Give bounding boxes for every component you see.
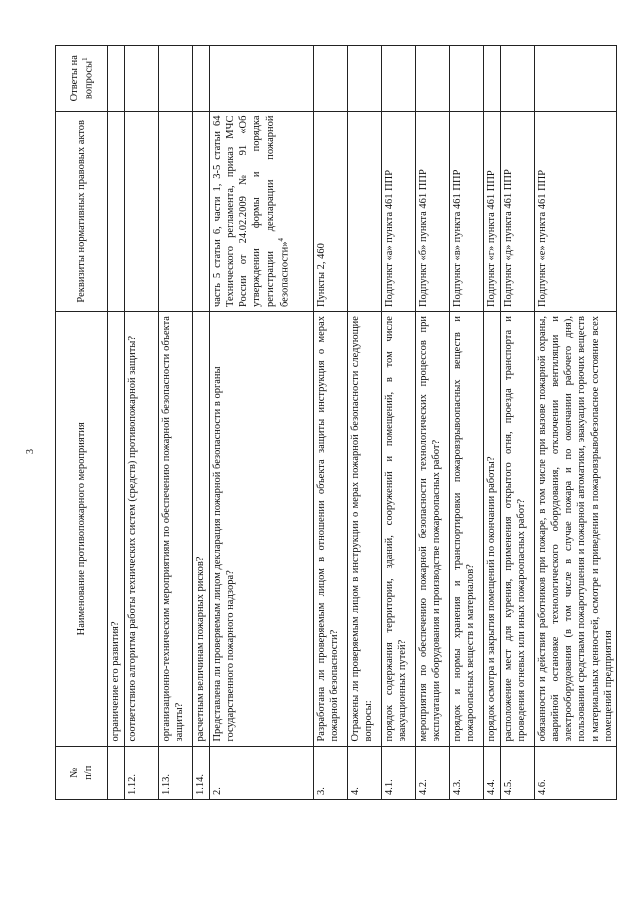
row-ref: Подпункт «а» пункта 461 ППР [382, 111, 416, 312]
row-answer [382, 46, 416, 112]
row-ref [193, 111, 210, 312]
row-ref-footnote: 4 [276, 238, 285, 242]
row-answer [108, 46, 125, 112]
row-num [108, 746, 125, 799]
table-row [535, 46, 617, 800]
row-answer [193, 46, 210, 112]
row-num: 4.1. [382, 746, 416, 799]
row-num: 1.13. [159, 746, 193, 799]
table-row [348, 46, 382, 800]
row-name: порядок содержания территории, зданий, сооружений и помещений, в том числе эвакуационных путей? [382, 312, 416, 746]
row-name: Отражены ли проверяемым лицом в инструкции о мерах пожарной безопасности следующие вопросы: [348, 312, 382, 746]
row-name: Разработана ли проверяемым лицом в отношении объекта защиты инструкция о мерах пожарной безопасности? [314, 312, 348, 746]
row-answer [348, 46, 382, 112]
row-answer [159, 46, 193, 112]
row-num: 2. [210, 746, 314, 799]
row-ref: Подпункт «е» пункта 461 ППР [535, 111, 617, 312]
row-name: соответствию алгоритма работы технических систем (средств) противопожарной защиты? [125, 312, 159, 746]
table-row [501, 46, 535, 800]
row-ref: Пункты 2, 460 [314, 111, 348, 312]
row-answer [125, 46, 159, 112]
table-row [210, 46, 314, 800]
table-row [314, 46, 348, 800]
table-row [108, 46, 125, 800]
row-name: расчетным величинам пожарных рисков? [193, 312, 210, 746]
row-answer [501, 46, 535, 112]
header-name: Наименование противопожарного мероприятия [56, 312, 108, 746]
row-num: 3. [314, 746, 348, 799]
row-num: 4.2. [416, 746, 450, 799]
table-row [450, 46, 484, 800]
row-ref: Подпункт «б» пункта 461 ППР [416, 111, 450, 312]
row-answer [416, 46, 450, 112]
row-ref [125, 111, 159, 312]
header-answers-text: Ответы на вопросы [68, 55, 95, 102]
page-number: 3 [25, 449, 36, 454]
table-row [125, 46, 159, 800]
row-ref [210, 111, 314, 312]
table-row [416, 46, 450, 800]
row-num: 1.12. [125, 746, 159, 799]
row-num: 4.4. [484, 746, 501, 799]
row-num: 1.14. [193, 746, 210, 799]
row-name: организационно-техническим мероприятиям по обеспечению пожарной безопасности объекта защиты? [159, 312, 193, 746]
row-name: порядок и нормы хранения и транспортировки пожаровзрывоопасных веществ и пожароопасных веществ и материалов? [450, 312, 484, 746]
row-num: 4.3. [450, 746, 484, 799]
row-answer [314, 46, 348, 112]
table-header-row [56, 46, 108, 800]
row-name: мероприятия по обеспечению пожарной безопасности технологических процессов при эксплуатации оборудования и производстве пожароопасных работ? [416, 312, 450, 746]
table-row [484, 46, 501, 800]
row-answer [210, 46, 314, 112]
header-requisites: Реквизиты нормативных правовых актов [56, 111, 108, 312]
row-name: Представлена ли проверяемым лицом декларация пожарной безопасности в органы государственного пожарного надзора? [210, 312, 314, 746]
table-row [193, 46, 210, 800]
row-num: 4.6. [535, 746, 617, 799]
row-ref [159, 111, 193, 312]
row-ref-text: часть 5 статьи 6, части 1, 3-5 статьи 64 Технического регламента, приказ МЧС России от 24.02.2009 № 91 «Об утверждении формы и порядка регистрации декларации пожарной безопасности» [212, 115, 291, 308]
row-ref [108, 111, 125, 312]
row-ref: Подпункт «д» пункта 461 ППР [501, 111, 535, 312]
table-row [159, 46, 193, 800]
row-name: расположение мест для курения, применения открытого огня, проезда транспорта и проведения огневых или иных пожароопасных работ? [501, 312, 535, 746]
fire-safety-checklist-table [55, 45, 617, 800]
row-answer [484, 46, 501, 112]
header-answers [56, 46, 108, 112]
row-name: ограничение его развития? [108, 312, 125, 746]
table-row [382, 46, 416, 800]
row-num: 4. [348, 746, 382, 799]
row-name: обязанности и действия работников при пожаре, в том числе при вызове пожарной охраны, аварийной остановке технологического оборудования, отключении вентиляции и электрооборудования (в том числе в случае пожара и по окончании рабочего дня), пользовании средствами пожаротушения и пожарной автоматики, эвакуации горючих веществ и материальных ценностей, осмотре и приведении в пожаровзрывобезопасное состояние всех помещений предприятия [535, 312, 617, 746]
row-ref: Подпункт «в» пункта 461 ППР [450, 111, 484, 312]
header-num: № п/п [56, 746, 108, 799]
rotated-table-container [55, 45, 614, 800]
row-ref [348, 111, 382, 312]
row-ref: Подпункт «г» пункта 461 ППР [484, 111, 501, 312]
row-name: порядок осмотра и закрытия помещений по окончании работы? [484, 312, 501, 746]
header-answers-footnote: 1 [80, 57, 89, 61]
row-answer [450, 46, 484, 112]
row-answer [535, 46, 617, 112]
row-num: 4.5. [501, 746, 535, 799]
